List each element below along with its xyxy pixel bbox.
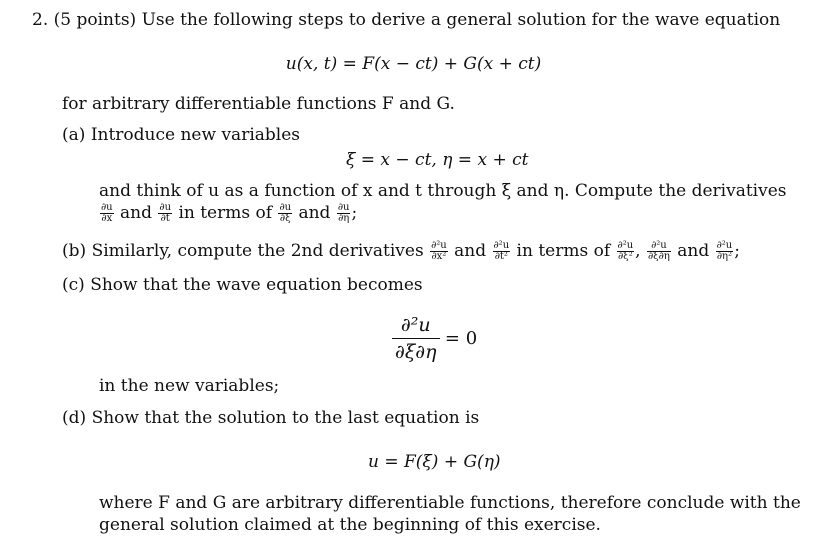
conclusion-line-2: general solution claimed at the beginning of this exercise. (99, 515, 601, 535)
in-terms-of-text: in terms of (178, 203, 273, 223)
transformed-wave-equation (392, 313, 477, 364)
new-variables-equation: ξ = x − ct, η = x + ct (346, 150, 529, 170)
frac-d2u-deta2: $\frac{\text{∂²u}}{\text{∂η²}}$ (716, 240, 733, 262)
part-a-derivatives-line (99, 202, 357, 224)
comma: , (635, 241, 641, 261)
part-d-intro (62, 407, 479, 429)
part-b-line (62, 240, 740, 262)
frac-d2u-dxi2: $\frac{\text{∂²u}}{\text{∂ξ²}}$ (617, 240, 634, 262)
equation-rhs: = 0 (444, 328, 478, 349)
part-b-text: Similarly, compute the 2nd derivatives (91, 241, 424, 261)
part-a-intro-text: Introduce new variables (90, 125, 300, 145)
part-a-intro (62, 124, 300, 146)
frac-du-dx: $\frac{\partial u}{\partial x}$ (101, 202, 113, 224)
and-text: and (677, 241, 710, 261)
semicolon: ; (351, 203, 358, 223)
part-a-label: (a) (62, 125, 86, 145)
and-text: and (120, 203, 152, 223)
part-d-label: (d) (62, 408, 87, 428)
part-b-label: (b) (62, 241, 87, 261)
part-c-intro (62, 274, 423, 296)
frac-d2u-dx2: $\frac{\text{∂²u}}{\text{∂x²}}$ (431, 240, 447, 262)
frac-du-deta: $\frac{\partial u}{\partial\eta}$ (337, 202, 350, 224)
frac-du-dt: $\frac{\partial u}{\partial t}$ (159, 202, 172, 224)
part-c-label: (c) (62, 275, 85, 295)
part-d-text: Show that the solution to the last equation is (91, 408, 480, 428)
wave-solution-formula: u(x, t) = F(x − ct) + G(x + ct) (285, 54, 542, 74)
problem-number: 2. (32, 10, 49, 30)
and-text: and (298, 203, 331, 223)
and-text: and (454, 241, 487, 261)
part-a-think-text: and think of u as a function of x and t through ξ and η. Compute the derivatives (99, 181, 787, 201)
general-solution-equation: u = F(ξ) + G(η) (368, 452, 501, 472)
frac-d2u-dt2: $\frac{\text{∂²u}}{\text{∂t²}}$ (493, 240, 510, 262)
problem-header (32, 9, 780, 31)
frac-d2u-dxideta: $\frac{\text{∂²u}}{\partial\xi\partial\eta}$ (647, 240, 670, 262)
frac-mixed-partial: $\frac{\text{∂²u}}{\partial\xi\partial\eta}$ (392, 313, 440, 364)
part-c-after: in the new variables; (99, 376, 280, 396)
conclusion-line-1: where F and G are arbitrary differentiable functions, therefore conclude with the (99, 493, 801, 513)
functions-note: for arbitrary differentiable functions F and G. (62, 94, 455, 114)
in-terms-of-text: in terms of (516, 241, 611, 261)
part-c-text: Show that the wave equation becomes (90, 275, 423, 295)
frac-du-dxi: $\frac{\partial u}{\partial\xi}$ (279, 202, 292, 224)
problem-header-text: (5 points) Use the following steps to derive a general solution for the wave equation (53, 10, 781, 30)
semicolon: ; (734, 241, 740, 261)
